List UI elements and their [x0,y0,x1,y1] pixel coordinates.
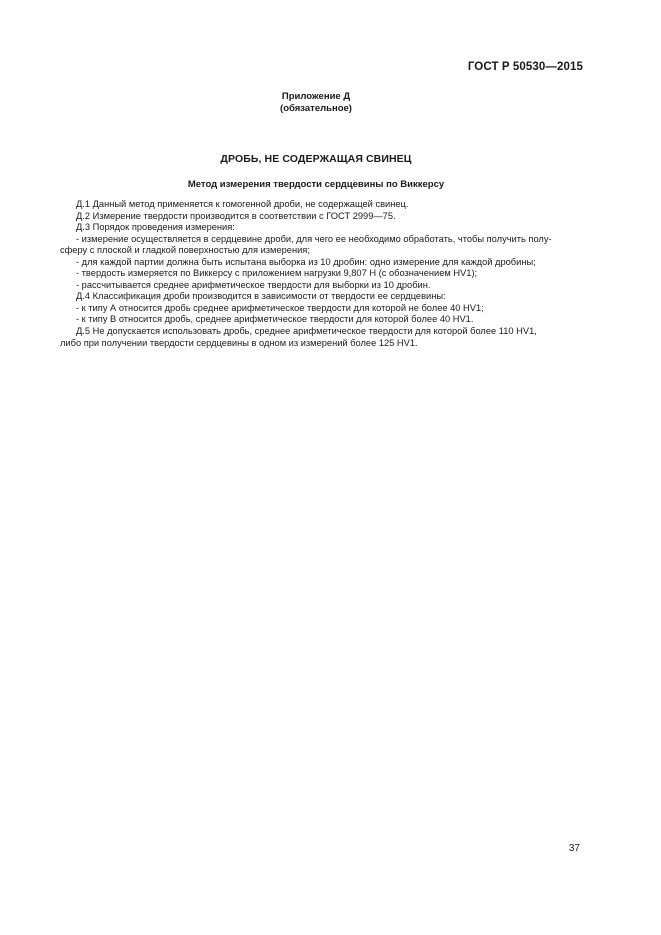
list-item-average: - рассчитывается среднее арифметическое твердости для выборки из 10 дробин. [76,279,431,290]
paragraph-d1: Д.1 Данный метод применяется к гомогенной дроби, не содержащей свинец. [76,199,409,209]
section-subtitle: Метод измерения твердости сердцевины по Виккерсу [187,179,445,190]
paragraph-d2: Д.2 Измерение твердости производится в соответствии с ГОСТ 2999—75. [76,210,396,221]
list-item-type-b: - к типу В относится дробь, среднее арифметическое твердости для которой более 40 HV1. [76,314,474,325]
paragraph-d5-cont: либо при получении твердости сердцевины в одном из измерений более 125 HV1. [60,337,418,348]
list-item-sample: - для каждой партии должна быть испытана выборка из 10 дробин: одно измерение для каждой дробины; [76,256,536,267]
paragraph-d4: Д.4 Классификация дроби производится в зависимости от твердости ее сердцевины: [76,291,446,302]
list-item-measurement-core-cont: сферу с плоской и гладкой поверхностью для измерения; [60,245,310,256]
paragraph-d5: Д.5 Не допускается использовать дробь, среднее арифметическое твердости для которой более 110 HV1, [76,326,537,337]
section-title: ДРОБЬ, НЕ СОДЕРЖАЩАЯ СВИНЕЦ [220,153,412,165]
list-item-type-a: - к типу А относится дробь среднее арифметическое твердости для которой не более 40 HV1; [76,302,484,313]
document-code: ГОСТ Р 50530—2015 [467,61,583,73]
appendix-status: (обязательное) [280,103,352,114]
body-text [60,199,585,349]
list-item-vickers: - твердость измеряется по Виккерсу с приложением нагрузки 9,807 Н (с обозначением HV1); [76,268,478,279]
paragraph-d3: Д.3 Порядок проведения измерения: [76,222,235,233]
page-number: 37 [568,843,580,854]
appendix-heading [0,91,632,115]
appendix-label: Приложение Д [281,91,351,102]
list-item-measurement-core: - измерение осуществляется в сердцевине дроби, для чего ее необходимо обработать, чтобы получить полу- [76,233,552,244]
